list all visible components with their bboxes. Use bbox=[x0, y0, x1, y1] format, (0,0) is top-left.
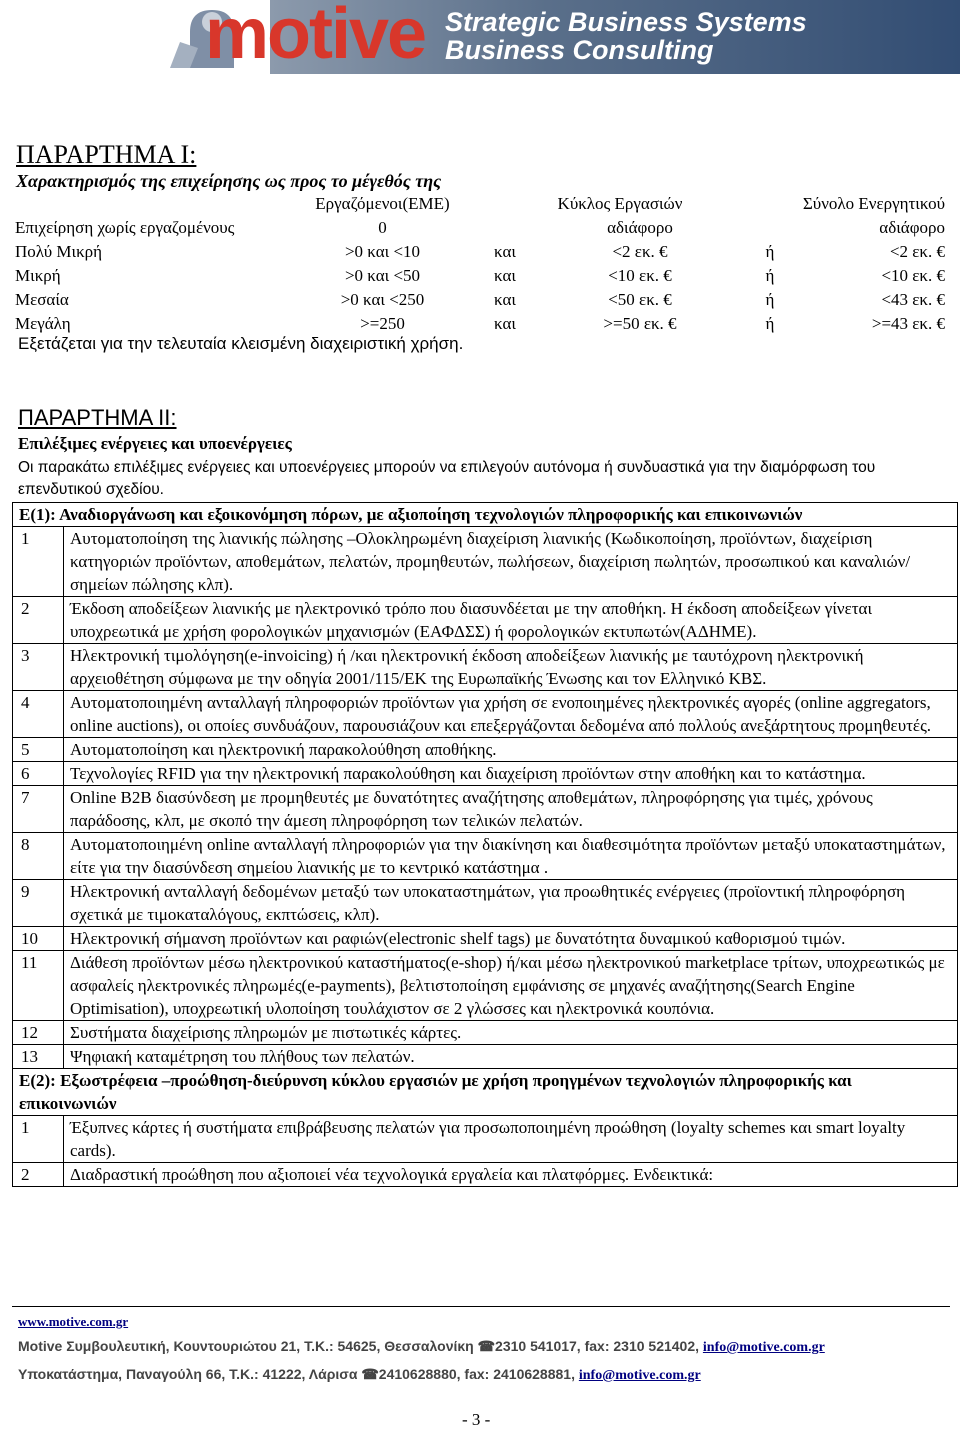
table-row bbox=[13, 951, 958, 1021]
assets-cell: αδιάφορο bbox=[879, 217, 945, 237]
actions-table bbox=[12, 502, 958, 1187]
row-label: Μικρή bbox=[15, 265, 61, 285]
conjunction-cell: και bbox=[494, 241, 516, 261]
item-text: Αυτοματοποιημένη online ανταλλαγή πληροφοριών για την διακίνηση και διαθεσιμότητα προϊόντων μεταξύ υποκαταστημάτων, είτε για την διασύνδεση σημείου λιανικής με το κεντρικό κατάστημα . bbox=[64, 833, 958, 880]
item-text: Αυτοματοποίηση της λιανικής πώλησης –Ολοκληρωμένη διαχείριση λιανικής (Κωδικοποίηση, προϊόντων, διαχείριση κατηγοριών προϊόντων, αποθεμάτων, πελατών, προμηθευτών, πωλήσεων, διαχείριση πωλητών, προσωπικού και καναλιών/σημείων πώλησης κλπ). bbox=[64, 527, 958, 597]
conjunction-cell: ή bbox=[765, 265, 775, 285]
item-number: 8 bbox=[13, 833, 64, 880]
employees-cell: 0 bbox=[378, 217, 387, 237]
item-number: 4 bbox=[13, 691, 64, 738]
assets-cell: <43 εκ. € bbox=[881, 289, 945, 309]
table-row bbox=[13, 762, 958, 786]
table-row bbox=[13, 644, 958, 691]
row-label: Πολύ Μικρή bbox=[15, 241, 103, 261]
table-row bbox=[13, 527, 958, 597]
section-header: Ε(2): Εξωστρέφεια –προώθηση-διεύρυνση κύκλου εργασιών με χρήση προηγμένων τεχνολογιών πληροφορικής και επικοινωνιών bbox=[13, 1069, 958, 1116]
item-text: Ηλεκτρονική σήμανση προϊόντων και ραφιών(electronic shelf tags) με δυνατότητα δυναμικού καθορισμού τιμών. bbox=[64, 927, 958, 951]
assets-cell: <2 εκ. € bbox=[889, 241, 945, 261]
assets-cell: >=43 εκ. € bbox=[871, 313, 945, 333]
column-header: Εργαζόμενοι(ΕΜΕ) bbox=[315, 193, 450, 213]
item-number: 1 bbox=[13, 1116, 64, 1163]
item-text: Online B2B διασύνδεση με προμηθευτές με δυνατότητες αναζήτησης αποθεμάτων, πληροφόρησης για τιμές, χρόνους παράδοσης, κλπ, με σκοπό την άμεση πληροφόρηση των τελικών πελατών. bbox=[64, 786, 958, 833]
turnover-cell: <10 εκ. € bbox=[608, 265, 672, 285]
column-header: Κύκλος Εργασιών bbox=[557, 193, 683, 213]
conjunction-cell bbox=[735, 215, 805, 239]
table-row bbox=[15, 311, 945, 335]
item-number: 11 bbox=[13, 951, 64, 1021]
item-text: Αυτοματοποίηση και ηλεκτρονική παρακολούθηση αποθήκης. bbox=[64, 738, 958, 762]
item-number: 3 bbox=[13, 644, 64, 691]
table-row bbox=[15, 239, 945, 263]
item-text: Τεχνολογίες RFID για την ηλεκτρονική παρακολούθηση και διαχείριση προϊόντων στην αποθήκη και το κατάστημα. bbox=[64, 762, 958, 786]
annex1-title: ΠΑΡΑΡΤΗΜΑ Ι: bbox=[16, 140, 197, 169]
page-number: - 3 - bbox=[462, 1410, 491, 1429]
annex2-intro: Οι παρακάτω επιλέξιμες ενέργειες και υποενέργειες μπορούν να επιλεγούν αυτόνομα ή συνδυαστικά για την διαμόρφωση του επενδυτικού σχεδίου. bbox=[18, 459, 876, 498]
item-number: 2 bbox=[13, 597, 64, 644]
item-number: 1 bbox=[13, 527, 64, 597]
annex2-title: ΠΑΡΑΡΤΗΜΑ ΙΙ: bbox=[18, 405, 177, 430]
item-text: Έκδοση αποδείξεων λιανικής με ηλεκτρονικό τρόπο που διασυνδέεται με την αποθήκη. Η έκδοση αποδείξεων γίνεται υποχρεωτικά με χρήση φορολογικών μηχανισμών (ΕΑΦΔΣΣ) ή φορολογικών εκτυπωτών(ΑΔΗΜΕ). bbox=[64, 597, 958, 644]
footer-address-2: Υποκατάστημα, Παναγούλη 66, Τ.Κ.: 41222, Λάρισα ☎2410628880, fax: 2410628881, bbox=[18, 1366, 575, 1382]
conjunction-cell: ή bbox=[765, 241, 775, 261]
email-link[interactable]: info@motive.com.gr bbox=[578, 1368, 701, 1383]
conjunction-cell: και bbox=[494, 313, 516, 333]
row-label: Μεγάλη bbox=[15, 313, 71, 333]
page-header bbox=[0, 0, 960, 78]
row-label: Μεσαία bbox=[15, 289, 69, 309]
column-header: Σύνολο Ενεργητικού bbox=[802, 193, 945, 213]
item-number: 6 bbox=[13, 762, 64, 786]
table-row bbox=[13, 1021, 958, 1045]
header-slogan bbox=[445, 8, 807, 64]
table-row bbox=[13, 1045, 958, 1069]
item-text: Έξυπνες κάρτες ή συστήματα επιβράβευσης πελατών για προσωποποιημένη προώθηση (loyalty schemes και smart loyalty cards). bbox=[64, 1116, 958, 1163]
size-table bbox=[15, 191, 945, 335]
section-header-row bbox=[13, 1069, 958, 1116]
item-number: 13 bbox=[13, 1045, 64, 1069]
employees-cell: >=250 bbox=[360, 313, 405, 333]
table-row bbox=[13, 691, 958, 738]
slogan-line-2: Business Consulting bbox=[445, 35, 714, 65]
footer-address-1: Motive Συμβουλευτική, Κουντουριώτου 21, Τ.Κ.: 54625, Θεσσαλονίκη ☎2310 541017, fax: 2310 521402, bbox=[18, 1338, 700, 1354]
row-label: Επιχείρηση χωρίς εργαζομένους bbox=[15, 217, 235, 237]
footer-divider bbox=[12, 1306, 950, 1307]
item-text: Ηλεκτρονική ανταλλαγή δεδομένων μεταξύ των υποκαταστημάτων, για προωθητικές ενέργειες (προϊοντική πληροφόρηση σχετικά με τιμοκαταλόγους, εκπτώσεις, κλπ). bbox=[64, 880, 958, 927]
item-number: 10 bbox=[13, 927, 64, 951]
item-text: Διάθεση προϊόντων μέσω ηλεκτρονικού καταστήματος(e-shop) ή/και μέσω ηλεκτρονικού marketplace τρίτων, υποχρεωτικώς με ασφαλείς ηλεκτρονικές πληρωμές(e-payments), βελτιστοποίηση εμφάνισης σε μηχανές αναζήτησης(Search Engine Optimisation), υποχρεωτική υλοποίηση τουλάχιστον σε 2 γλώσσες και ηλεκτρονικά κουπόνια. bbox=[64, 951, 958, 1021]
table-row bbox=[13, 927, 958, 951]
item-number: 2 bbox=[13, 1163, 64, 1187]
item-number: 9 bbox=[13, 880, 64, 927]
item-number: 7 bbox=[13, 786, 64, 833]
section-header: Ε(1): Αναδιοργάνωση και εξοικονόμηση πόρων, με αξιοποίηση τεχνολογιών πληροφορικής και επικοινωνιών bbox=[13, 503, 958, 527]
table-row bbox=[13, 597, 958, 644]
assets-cell: <10 εκ. € bbox=[881, 265, 945, 285]
footer-line-1 bbox=[18, 1338, 825, 1356]
conjunction-cell: ή bbox=[765, 313, 775, 333]
logo-text: motive bbox=[205, 0, 426, 74]
conjunction-cell: ή bbox=[765, 289, 775, 309]
item-text: Συστήματα διαχείρισης πληρωμών με πιστωτικές κάρτες. bbox=[64, 1021, 958, 1045]
turnover-cell: <2 εκ. € bbox=[612, 241, 668, 261]
footer-line-2 bbox=[18, 1366, 701, 1384]
table-row bbox=[15, 215, 945, 239]
turnover-cell: <50 εκ. € bbox=[608, 289, 672, 309]
section-header-row bbox=[13, 503, 958, 527]
item-text: Αυτοματοποιημένη ανταλλαγή πληροφοριών προϊόντων για χρήση σε ενοποιημένες ηλεκτρονικές αγορές (online aggregators, online auctions), οι οποίες συνδυάζουν, παρουσιάζουν και επεξεργάζονται δεδομένα από πολλούς ανεξάρτητους προμηθευτές. bbox=[64, 691, 958, 738]
conjunction-cell: και bbox=[494, 265, 516, 285]
item-text: Ηλεκτρονική τιμολόγηση(e-invoicing) ή /και ηλεκτρονική έκδοση αποδείξεων λιανικής με ταυτόχρονη ηλεκτρονική αρχειοθέτηση σύμφωνα με την οδηγία 2001/115/ΕΚ της Ευρωπαϊκής Ένωσης και τον Ελληνικό ΚΒΣ. bbox=[64, 644, 958, 691]
conjunction-cell bbox=[465, 215, 545, 239]
table-row bbox=[13, 738, 958, 762]
table-row bbox=[15, 287, 945, 311]
annex1-subtitle: Χαρακτηρισμός της επιχείρησης ως προς το μέγεθός της bbox=[16, 171, 442, 191]
table-row bbox=[15, 263, 945, 287]
annex2-subtitle: Επιλέξιμες ενέργειες και υποενέργειες bbox=[18, 434, 292, 453]
item-number: 5 bbox=[13, 738, 64, 762]
annex1-note: Εξετάζεται για την τελευταία κλεισμένη διαχειριστική χρήση. bbox=[18, 334, 464, 353]
slogan-line-1: Strategic Business Systems bbox=[445, 7, 807, 37]
item-text: Διαδραστική προώθηση που αξιοποιεί νέα τεχνολογικά εργαλεία και πλατφόρμες. Ενδεικτικά: bbox=[64, 1163, 958, 1187]
table-header-row bbox=[15, 191, 945, 215]
turnover-cell: αδιάφορο bbox=[607, 217, 673, 237]
employees-cell: >0 και <50 bbox=[344, 265, 421, 285]
table-row bbox=[13, 1116, 958, 1163]
employees-cell: >0 και <10 bbox=[344, 241, 421, 261]
website-link[interactable]: www.motive.com.gr bbox=[18, 1314, 129, 1329]
table-row bbox=[13, 1163, 958, 1187]
table-row bbox=[13, 833, 958, 880]
item-number: 12 bbox=[13, 1021, 64, 1045]
turnover-cell: >=50 εκ. € bbox=[603, 313, 677, 333]
employees-cell: >0 και <250 bbox=[340, 289, 425, 309]
item-text: Ψηφιακή καταμέτρηση του πλήθους των πελατών. bbox=[64, 1045, 958, 1069]
table-row bbox=[13, 880, 958, 927]
email-link[interactable]: info@motive.com.gr bbox=[702, 1340, 825, 1355]
conjunction-cell: και bbox=[494, 289, 516, 309]
table-row bbox=[13, 786, 958, 833]
